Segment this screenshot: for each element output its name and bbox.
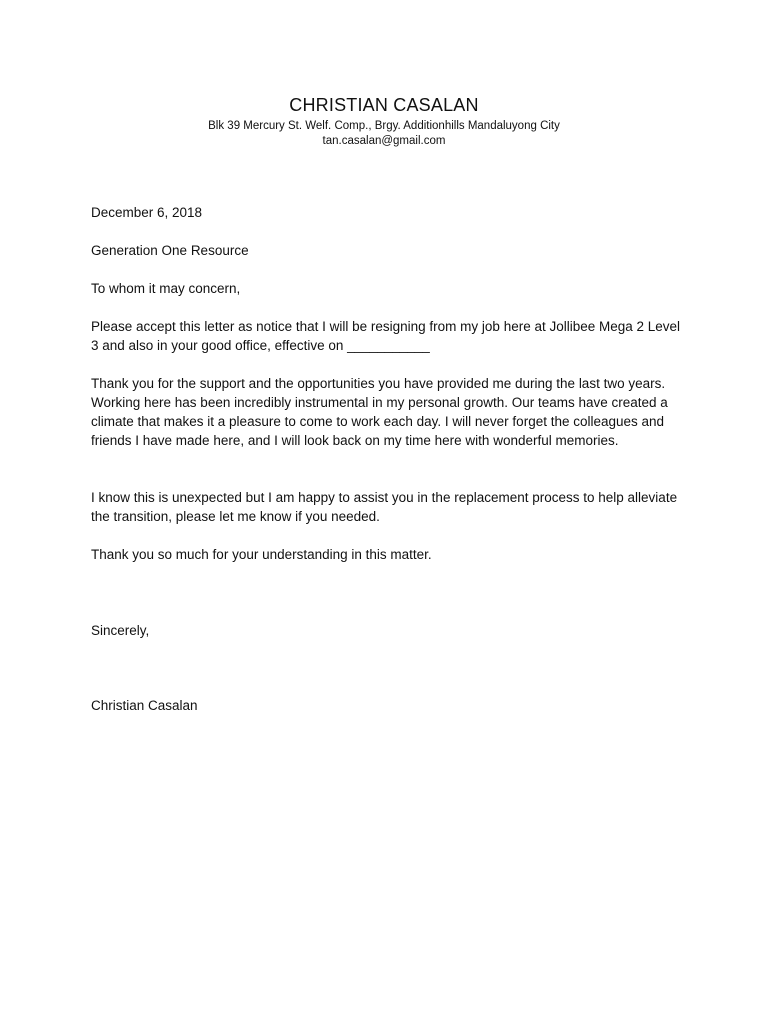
letter-paragraph-1: Please accept this letter as notice that I will be resigning from my job here at Jollibee Mega 2 Level 3 and also in your good office, effective on ___________ bbox=[91, 319, 681, 353]
letter-closing: Sincerely, bbox=[91, 623, 150, 638]
letter-header bbox=[0, 94, 768, 149]
letter-paragraph-2: Thank you for the support and the opportunities you have provided me during the last two years. Working here has been incredibly instrumental in my personal growth. Our teams have created a climate that makes it a pleasure to come to work each day. I will never forget the colleagues and friends I have made here, and I will look back on my time here with wonderful memories. bbox=[91, 376, 668, 448]
letter-date: December 6, 2018 bbox=[91, 205, 203, 220]
letter-paragraph-4: Thank you so much for your understanding in this matter. bbox=[91, 547, 432, 562]
recipient-company: Generation One Resource bbox=[91, 243, 249, 258]
sender-address: Blk 39 Mercury St. Welf. Comp., Brgy. Additionhills Mandaluyong City bbox=[208, 120, 560, 132]
sender-email: tan.casalan@gmail.com bbox=[322, 135, 446, 147]
sender-name: CHRISTIAN CASALAN bbox=[289, 95, 479, 115]
salutation: To whom it may concern, bbox=[91, 281, 241, 296]
letter-paragraph-3: I know this is unexpected but I am happy to assist you in the replacement process to help alleviate the transition, please let me know if you needed. bbox=[91, 490, 678, 524]
signature-name: Christian Casalan bbox=[91, 698, 198, 713]
